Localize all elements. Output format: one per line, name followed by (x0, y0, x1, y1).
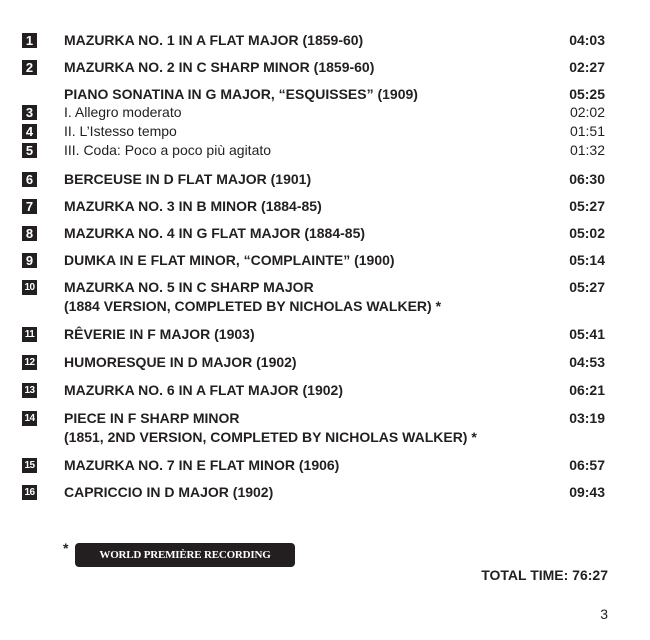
track-title: HUMORESQUE IN D MAJOR (1902) (64, 354, 297, 370)
track-number-box: 9 (22, 253, 37, 268)
track-duration: 04:03 (569, 32, 605, 48)
track-number-box: 12 (22, 355, 37, 370)
total-time: TOTAL TIME: 76:27 (481, 567, 608, 583)
footnote-asterisk: * (63, 540, 69, 556)
track-duration: 02:27 (569, 59, 605, 75)
track-number-box: 5 (22, 143, 37, 158)
track-number-box: 2 (22, 60, 37, 75)
movement-title: III. Coda: Poco a poco più agitato (64, 142, 272, 158)
track-title: MAZURKA NO. 6 IN A FLAT MAJOR (1902) (64, 382, 343, 398)
track-number-box: 11 (22, 327, 37, 342)
track-duration: 04:53 (569, 354, 605, 370)
track-duration: 06:21 (569, 382, 605, 398)
track-number-box: 1 (22, 33, 37, 48)
track-title: CAPRICCIO IN D MAJOR (1902) (64, 484, 274, 500)
track-duration: 05:27 (569, 279, 605, 295)
track-title: MAZURKA NO. 4 IN G FLAT MAJOR (1884-85) (64, 225, 366, 241)
work-title: PIANO SONATINA IN G MAJOR, “ESQUISSES” (1909) (64, 86, 418, 102)
track-duration: 05:02 (569, 225, 605, 241)
track-number-box: 10 (22, 280, 37, 295)
track-number-box: 3 (22, 105, 37, 120)
track-duration: 05:14 (569, 252, 605, 268)
track-duration: 05:41 (569, 326, 605, 342)
track-number-box: 4 (22, 124, 37, 139)
track-title: RÊVERIE IN F MAJOR (1903) (64, 326, 255, 342)
movement-title: I. Allegro moderato (64, 104, 182, 120)
track-number-box: 7 (22, 199, 37, 214)
page-number: 3 (600, 606, 608, 622)
track-title: MAZURKA NO. 3 IN B MINOR (1884-85) (64, 198, 322, 214)
movement-title: II. L’Istesso tempo (64, 123, 177, 139)
track-title: MAZURKA NO. 7 IN E FLAT MINOR (1906) (64, 457, 340, 473)
track-number-box: 14 (22, 411, 37, 426)
track-duration: 01:32 (569, 142, 605, 158)
track-title: MAZURKA NO. 5 IN C SHARP MAJOR (64, 279, 314, 295)
track-title-continued: (1884 VERSION, COMPLETED BY NICHOLAS WALKER) * (64, 298, 442, 314)
track-title: PIECE IN F SHARP MINOR (64, 410, 240, 426)
track-number-box: 16 (22, 485, 37, 500)
track-duration: 06:30 (569, 171, 605, 187)
track-number-box: 13 (22, 383, 37, 398)
track-duration: 06:57 (569, 457, 605, 473)
track-title: DUMKA IN E FLAT MINOR, “COMPLAINTE” (1900) (64, 252, 395, 268)
track-duration: 01:51 (569, 123, 605, 139)
track-duration: 05:27 (569, 198, 605, 214)
track-title: MAZURKA NO. 1 IN A FLAT MAJOR (1859-60) (64, 32, 364, 48)
track-title-continued: (1851, 2ND VERSION, COMPLETED BY NICHOLAS WALKER) * (64, 429, 477, 445)
track-number-box: 6 (22, 172, 37, 187)
track-number-box: 15 (22, 458, 37, 473)
track-duration: 09:43 (569, 484, 605, 500)
track-title: MAZURKA NO. 2 IN C SHARP MINOR (1859-60) (64, 59, 375, 75)
world-premiere-badge: WORLD PREMIÈRE RECORDING (75, 543, 295, 567)
work-duration: 05:25 (569, 86, 605, 102)
track-duration: 02:02 (569, 104, 605, 120)
track-number-box: 8 (22, 226, 37, 241)
track-duration: 03:19 (569, 410, 605, 426)
track-title: BERCEUSE IN D FLAT MAJOR (1901) (64, 171, 312, 187)
